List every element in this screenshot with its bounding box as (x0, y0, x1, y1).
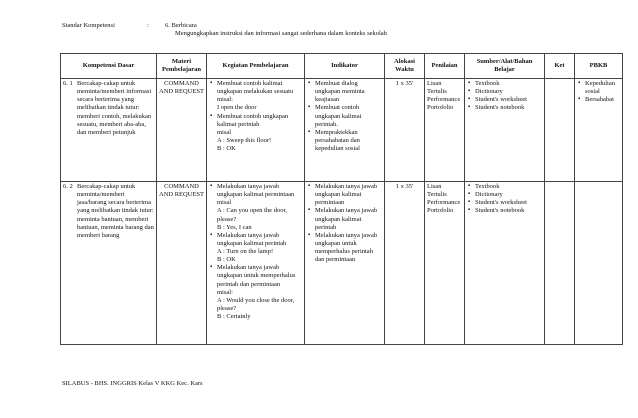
ket-cell (545, 79, 575, 182)
kegiatan-line: misal (217, 199, 232, 207)
kd-cell (61, 79, 157, 182)
table-row (61, 182, 623, 345)
kegiatan-line: B : OK (217, 145, 236, 152)
penilaian-cell: Lisan Tertulis Performance Portofolio (425, 79, 465, 182)
kegiatan-line: misal: (217, 288, 233, 296)
table-header-row (61, 54, 623, 79)
kd-text: Bercakap-cakap untuk meminta/memberi informasi secara berterima yang melibatkan tindak tutur: memberi contoh, melakukan sesuatu, memberi aba-aba, dan memberi petunjuk (77, 80, 152, 136)
col-alokasi: Alokasi Waktu (385, 54, 425, 79)
col-penilaian: Penilaian (425, 54, 465, 79)
kegiatan-line: A : Turn on the lamp! (217, 248, 274, 255)
col-kompetensi: Kompetensi Dasar (61, 54, 157, 79)
indikator-cell (305, 182, 385, 345)
indikator-item: ▪ Membuat contoh ungkapan kalimat perintah. (315, 104, 382, 128)
sumber-cell (465, 182, 545, 345)
indikator-item: ▪ Melakukan tanya jawab ungkapan kalimat permintaan (315, 183, 382, 207)
page-footer: SILABUS - BHS. INGGRIS Kelas V KKG Kec. Kars (62, 380, 203, 387)
col-pbkb: PBKB (575, 54, 623, 79)
indikator-item: ▪ Mempraktekkan persahabatan dan kepedulian sosial (315, 129, 382, 153)
header-description: Mengungkapkan instruksi dan informasi sangat sederhana dalam konteks sekolah (175, 30, 387, 38)
penilaian-cell: Lisan Tertulis Performance Portofolio (425, 182, 465, 345)
indikator-item: ▪ Melakukan tanya jawab ungkapan untuk memperhalus perintah dan permintaan (315, 232, 382, 265)
header-colon: : (147, 22, 149, 29)
table-row (61, 79, 623, 182)
pbkb-cell (575, 79, 623, 182)
materi-cell: COMMAND AND REQUEST (157, 79, 207, 182)
pbkb-cell (575, 182, 623, 345)
sumber-item: ▪ Textbook (475, 80, 542, 88)
sumber-item: ▪ Student's notebook (475, 207, 542, 215)
kegiatan-cell (207, 79, 305, 182)
indikator-item: ▪ Melakukan tanya jawab ungkapan kalimat perintah (315, 207, 382, 231)
col-sumber: Sumber/Alat/Bahan Belajar (465, 54, 545, 79)
header-competency: 6. Berbicara (165, 22, 197, 29)
kegiatan-line: A : Would you close the door, please? (217, 296, 295, 312)
sumber-item: ▪ Dictionary (475, 191, 542, 199)
col-kegiatan: Kegiatan Pembelajaran (207, 54, 305, 79)
kegiatan-line: B : Certainly (217, 313, 251, 320)
sumber-item: ▪ Student's notebook (475, 104, 542, 112)
kegiatan-line: A : Sweep this floor! (217, 136, 272, 144)
kegiatan-item: ▪ Membuat contoh kalimat ungkapan melakukan sesuatu (217, 80, 302, 96)
kegiatan-cell (207, 182, 305, 345)
pbkb-item: ▪ Kepedulian sosial (585, 80, 620, 96)
kegiatan-line: I open the door (217, 104, 257, 112)
syllabus-table (60, 53, 623, 345)
kegiatan-item: ▪ Melakukan tanya jawab ungkapan kalimat perintah (217, 232, 302, 248)
ket-cell (545, 182, 575, 345)
col-indikator: Indikator (305, 54, 385, 79)
kd-text: Bercakap-cakap untuk meminta/memberi jasa/barang secara berterima yang melibatkan tindak tutur: meminta bantuan, memberi bantuan, meminta barang dan memberi barang (77, 183, 154, 239)
kegiatan-item: ▪ Membuat contoh ungkapan kalimat perintah (217, 113, 302, 129)
sumber-cell (465, 79, 545, 182)
materi-cell: COMMAND AND REQUEST (157, 182, 207, 345)
alokasi-cell: 1 x 35' (385, 182, 425, 345)
kegiatan-item: ▪ Melakukan tanya jawab ungkapan untuk memperhalus perintah dan permintaan (217, 264, 302, 288)
kegiatan-line: B : Yes, I can (217, 223, 252, 231)
alokasi-cell: 1 x 35' (385, 79, 425, 182)
sumber-item: ▪ Dictionary (475, 88, 542, 96)
kd-number: 6. 2 (63, 183, 73, 190)
col-ket: Ket (545, 54, 575, 79)
kd-cell (61, 182, 157, 345)
indikator-cell (305, 79, 385, 182)
kegiatan-line: misal (217, 128, 232, 136)
pbkb-item: ▪ Bersahabat (585, 96, 620, 104)
kegiatan-item: ▪ Melakukan tanya jawab ungkapan kalimat permintaan (217, 183, 302, 199)
col-materi: Materi Pembelajaran (157, 54, 207, 79)
sumber-item: ▪ Textbook (475, 183, 542, 191)
indikator-item: ▪ Membuat dialog ungkapan meminta keajiasan (315, 80, 382, 104)
kegiatan-line: A : Can you open the door, please? (217, 207, 287, 223)
standard-header (62, 22, 622, 38)
kd-number: 6. 1 (63, 80, 73, 87)
header-label: Standar Kompetensi (62, 22, 115, 29)
sumber-item: ▪ Student's worksheet (475, 96, 542, 104)
kegiatan-line: B : OK (217, 256, 236, 264)
sumber-item: ▪ Student's worksheet (475, 199, 542, 207)
kegiatan-line: misal: (217, 96, 233, 104)
